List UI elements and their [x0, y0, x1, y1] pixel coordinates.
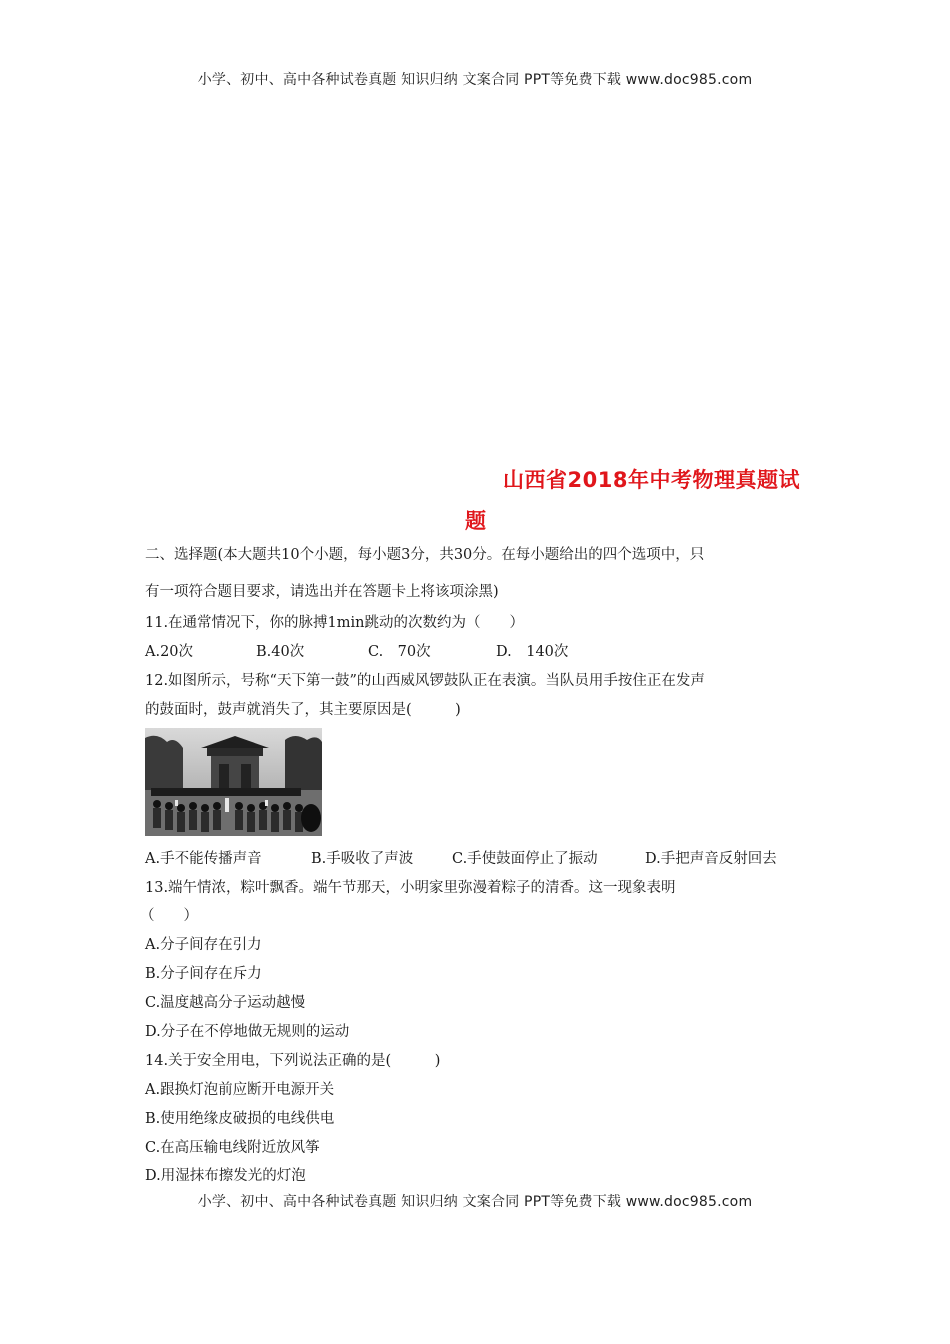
- question-13-option-b: B.分子间存在斥力: [145, 966, 262, 982]
- question-13-stem-continued: （ ）: [140, 908, 198, 924]
- question-14-option-d: D.用湿抹布擦发光的灯泡: [145, 1168, 306, 1184]
- question-12-stem: 12.如图所示，号称“天下第一鼓”的山西威风锣鼓队正在表演。当队员用手按住正在发声: [145, 673, 705, 689]
- question-11-option-c: C. 70次: [368, 644, 431, 660]
- question-11-stem: 11.在通常情况下，你的脉搏1min跳动的次数约为（ ）: [145, 615, 525, 631]
- question-13-stem: 13.端午情浓，粽叶飘香。端午节那天，小明家里弥漫着粽子的清香。这一现象表明: [145, 880, 676, 896]
- question-13-option-d: D.分子在不停地做无规则的运动: [145, 1024, 350, 1040]
- question-12-option-b: B.手吸收了声波: [311, 851, 414, 867]
- page-header: 小学、初中、高中各种试卷真题 知识归纳 文案合同 PPT等免费下载 www.doc985.com: [197, 72, 753, 88]
- question-12-option-c: C.手使鼓面停止了振动: [452, 851, 598, 867]
- question-12-option-a: A.手不能传播声音: [145, 851, 262, 867]
- question-13-option-c: C.温度越高分子运动越慢: [145, 995, 306, 1011]
- question-14-option-a: A.跟换灯泡前应断开电源开关: [145, 1082, 335, 1098]
- question-11-option-d: D. 140次: [496, 644, 569, 660]
- question-13-option-a: A.分子间存在引力: [145, 937, 262, 953]
- question-11-option-b: B.40次: [256, 644, 305, 660]
- section-heading-continued: 有一项符合题目要求，请选出并在答题卡上将该项涂黑): [145, 584, 499, 600]
- question-14-stem: 14.关于安全用电，下列说法正确的是( ): [145, 1053, 441, 1069]
- drum-performance-photo: [145, 728, 322, 836]
- document-title: 山西省2018年中考物理真题试: [503, 468, 800, 492]
- question-11-option-a: A.20次: [145, 644, 194, 660]
- question-12-option-d: D.手把声音反射回去: [645, 851, 777, 867]
- section-heading: 二、选择题(本大题共10个小题，每小题3分，共30分。在每小题给出的四个选项中，只: [145, 547, 705, 563]
- question-14-option-c: C.在高压输电线附近放风筝: [145, 1140, 320, 1156]
- question-14-option-b: B.使用绝缘皮破损的电线供电: [145, 1111, 335, 1127]
- question-12-stem-continued: 的鼓面时，鼓声就消失了，其主要原因是( ): [145, 702, 461, 718]
- page-footer: 小学、初中、高中各种试卷真题 知识归纳 文案合同 PPT等免费下载 www.doc985.com: [197, 1194, 753, 1210]
- document-title-continued: 题: [465, 509, 486, 533]
